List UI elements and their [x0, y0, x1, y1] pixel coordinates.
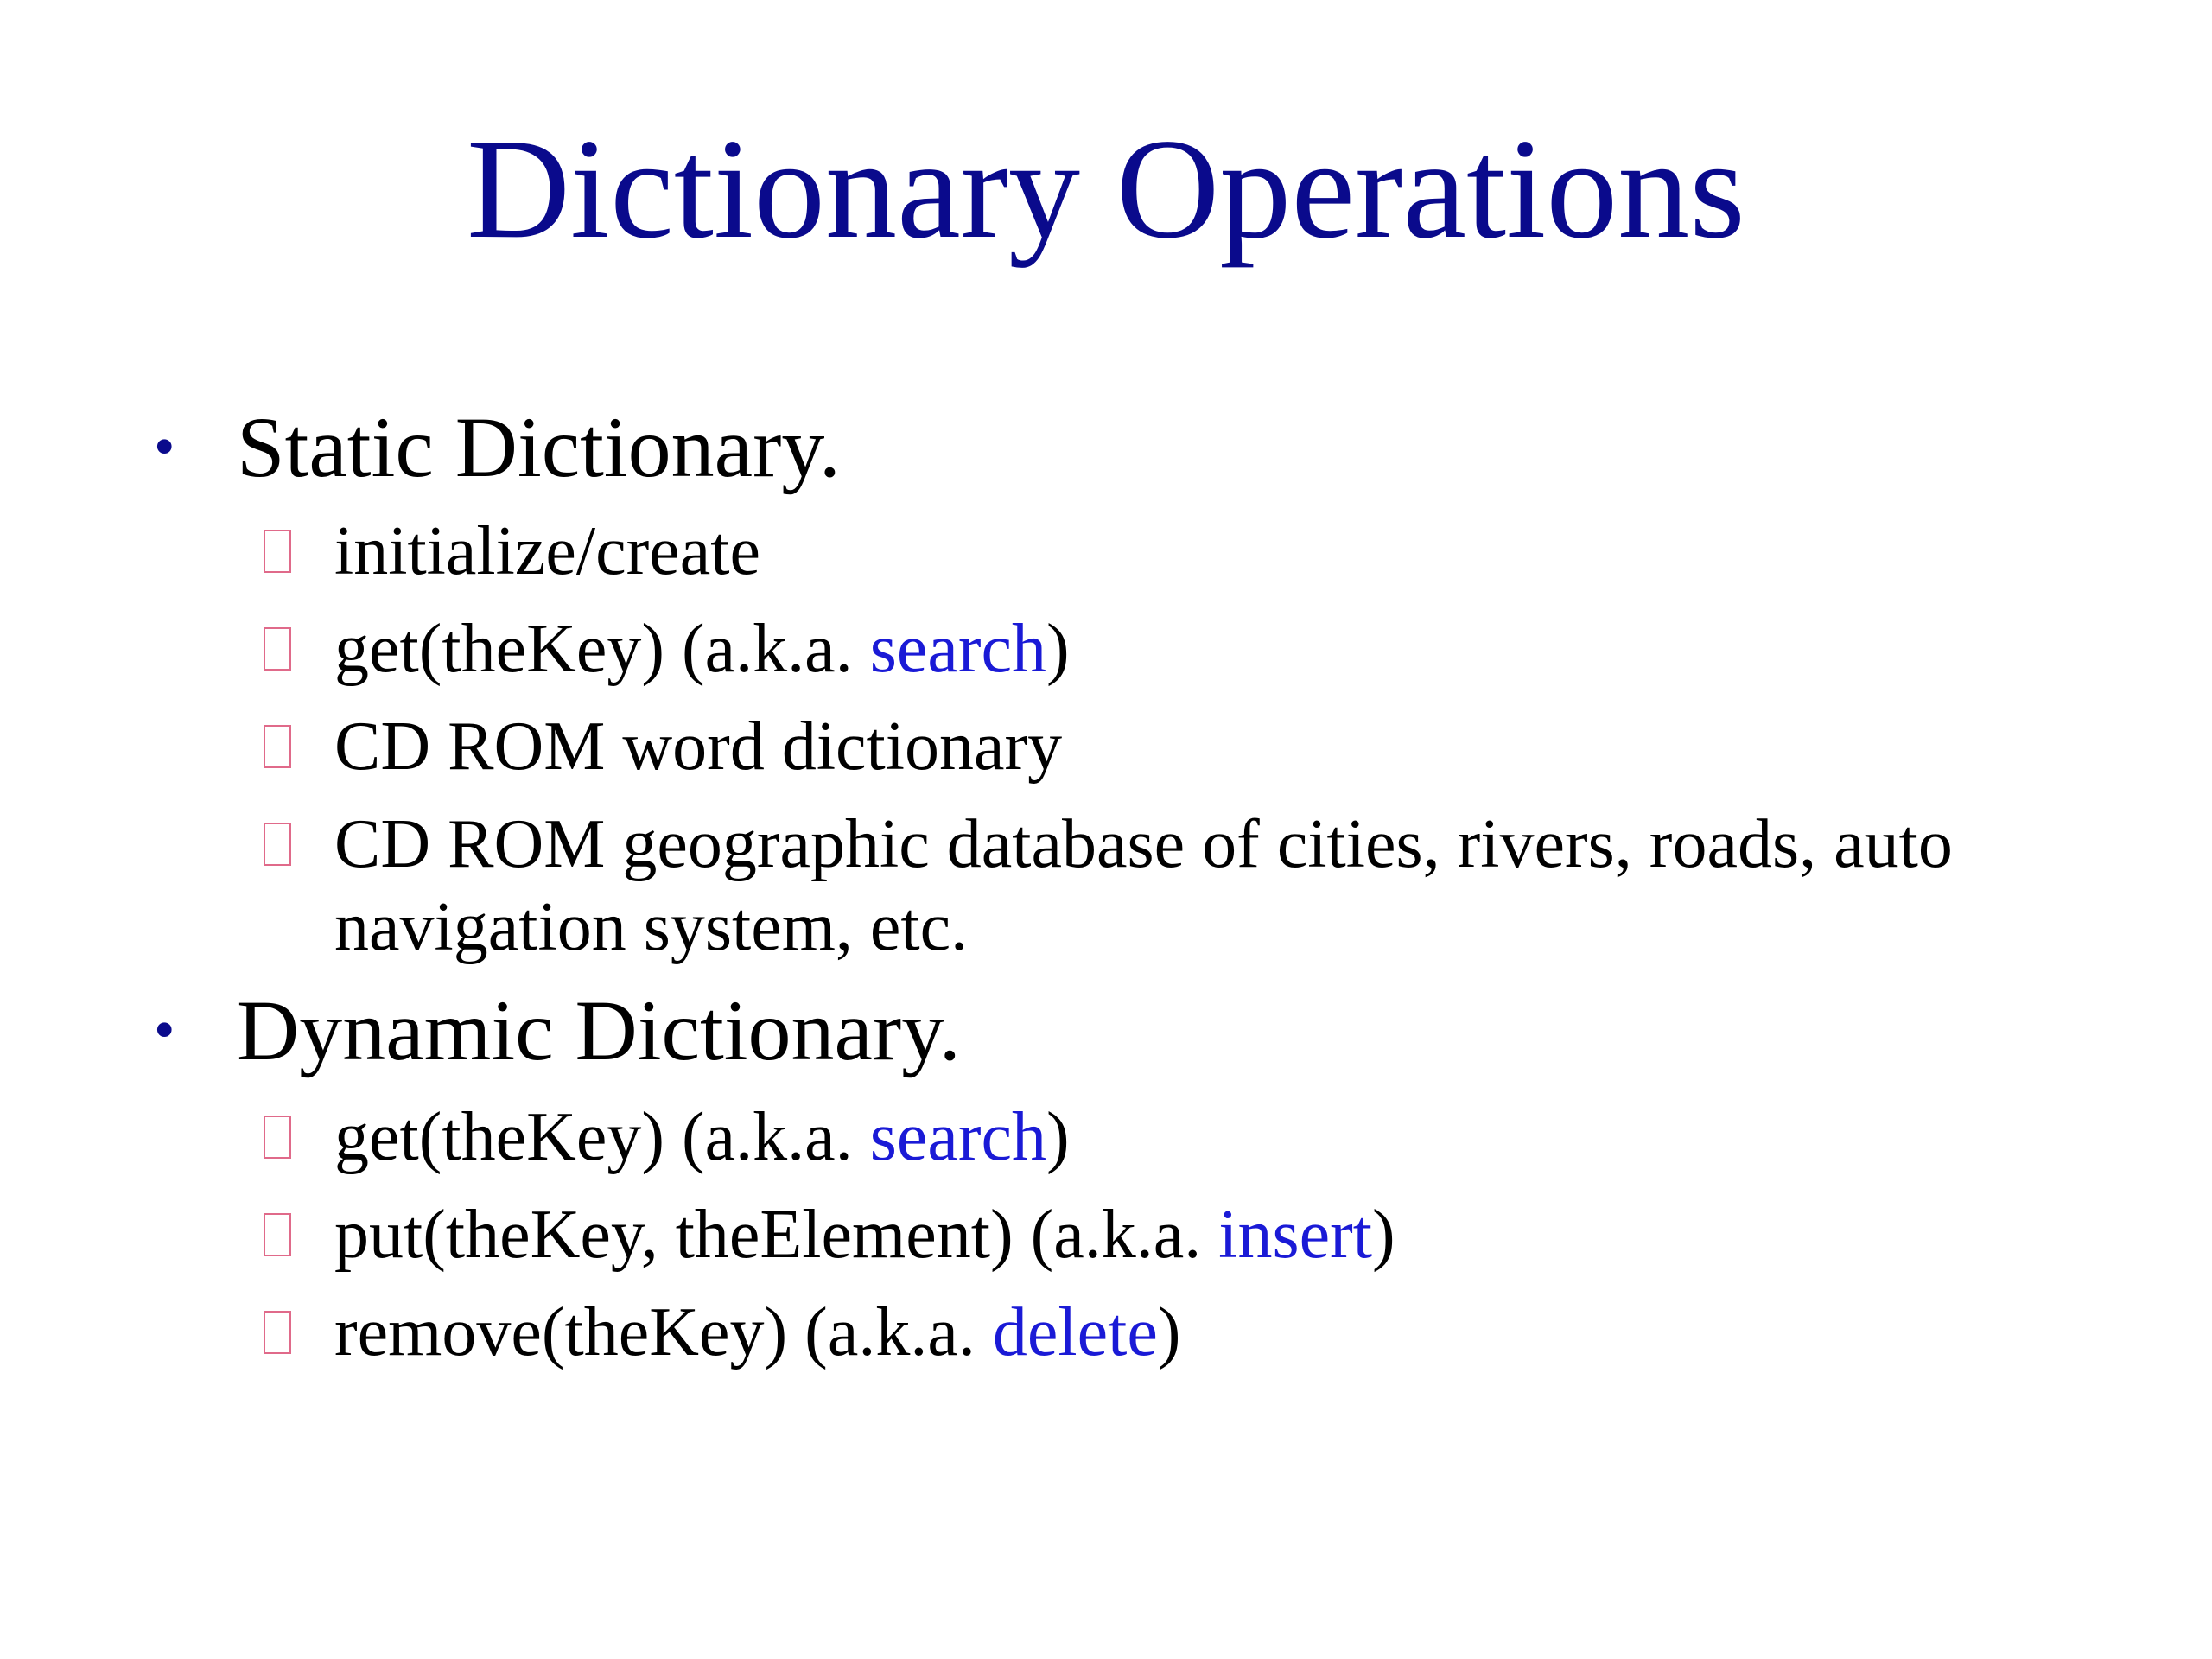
list-item-text: get(theKey) (a.k.a. search) [334, 611, 1070, 687]
checkbox-square-icon [264, 823, 291, 866]
slide-title: Dictionary Operations [467, 109, 1745, 268]
keyword: delete [992, 1294, 1158, 1370]
checkbox-square-icon [264, 1213, 291, 1256]
section-heading-text: Dynamic Dictionary. [237, 982, 961, 1078]
checkbox-square-icon [264, 1116, 291, 1159]
list-item-text: CD ROM geographic database of cities, rivers, roads, auto navigation system, etc. [334, 806, 1953, 965]
keyword: search [869, 611, 1046, 687]
section-heading-text: Static Dictionary. [237, 399, 841, 495]
keyword: search [869, 1099, 1046, 1175]
section-heading-static [0, 396, 2212, 499]
list-item-text: CD ROM word dictionary [334, 709, 1063, 785]
checkbox-square-icon [264, 1311, 291, 1354]
checkbox-square-icon [264, 530, 291, 573]
list-item-text: put(theKey, theElement) (a.k.a. insert) [334, 1197, 1395, 1273]
checkbox-square-icon [264, 627, 291, 671]
section-heading-dynamic [0, 979, 2212, 1083]
bullet-icon: • [154, 997, 175, 1064]
list-item-text: get(theKey) (a.k.a. search) [334, 1099, 1070, 1175]
checkbox-square-icon [264, 725, 291, 768]
bullet-icon: • [154, 414, 175, 480]
list-item-text: remove(theKey) (a.k.a. delete) [334, 1294, 1181, 1370]
list-item-text: initialize/create [334, 513, 761, 589]
keyword: insert [1218, 1197, 1373, 1273]
